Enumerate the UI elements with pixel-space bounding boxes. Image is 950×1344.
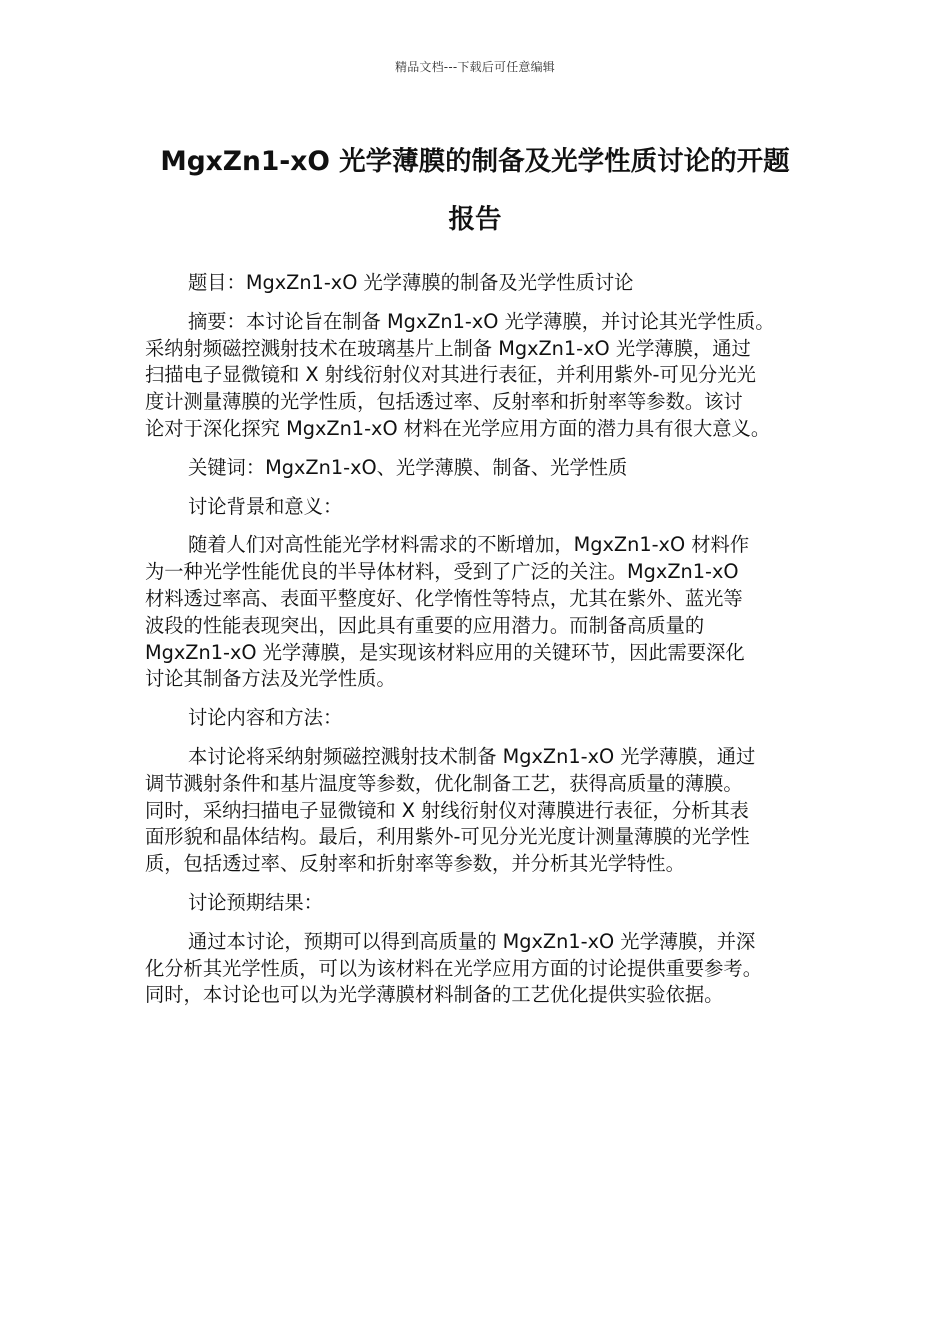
abstract-line: 扫描电子显微镜和 X 射线衍射仪对其进行表征，并利用紫外-可见分光光 <box>145 363 756 387</box>
methods-paragraph <box>145 744 810 878</box>
abstract-line: 采纳射频磁控溅射技术在玻璃基片上制备 MgxZn1-xO 光学薄膜，通过 <box>145 336 751 360</box>
results-paragraph <box>145 929 810 1009</box>
abstract-line: 度计测量薄膜的光学性质，包括透过率、反射率和折射率等参数。该讨 <box>145 390 743 414</box>
keywords-paragraph <box>145 455 810 482</box>
results-line: 通过本讨论，预期可以得到高质量的 MgxZn1-xO 光学薄膜，并深 <box>188 929 756 953</box>
results-line: 化分析其光学性质，可以为该材料在光学应用方面的讨论提供重要参考。 <box>145 956 762 980</box>
abstract-line: 论对于深化探究 MgxZn1-xO 材料在光学应用方面的潜力具有很大意义。 <box>145 416 771 440</box>
keywords-line: 关键词：MgxZn1-xO、光学薄膜、制备、光学性质 <box>188 455 628 479</box>
results-heading <box>145 890 810 917</box>
abstract-line: 摘要：本讨论旨在制备 MgxZn1-xO 光学薄膜，并讨论其光学性质。 <box>188 309 775 333</box>
background-line: 波段的性能表现突出，因此具有重要的应用潜力。而制备高质量的 <box>145 613 705 637</box>
methods-line: 面形貌和晶体结构。最后，利用紫外-可见分光光度计测量薄膜的光学性 <box>145 825 750 849</box>
results-line: 同时，本讨论也可以为光学薄膜材料制备的工艺优化提供实验依据。 <box>145 983 724 1007</box>
abstract-paragraph <box>145 309 810 443</box>
background-line: 随着人们对高性能光学材料需求的不断增加，MgxZn1-xO 材料作 <box>188 533 750 557</box>
header-note: 精品文档---下载后可任意编辑 <box>395 60 555 74</box>
topic-paragraph <box>145 270 810 297</box>
methods-heading <box>145 705 810 732</box>
background-line: 为一种光学性能优良的半导体材料，受到了广泛的关注。MgxZn1-xO <box>145 560 739 584</box>
methods-line: 本讨论将采纳射频磁控溅射技术制备 MgxZn1-xO 光学薄膜，通过 <box>188 744 756 768</box>
title-line-2: 报告 <box>448 204 502 235</box>
methods-line: 调节溅射条件和基片温度等参数，优化制备工艺，获得高质量的薄膜。 <box>145 771 743 795</box>
background-line: 讨论其制备方法及光学性质。 <box>145 667 396 691</box>
document-title <box>120 133 830 249</box>
methods-line: 质，包括透过率、反射率和折射率等参数，并分析其光学特性。 <box>145 852 685 876</box>
section-heading: 讨论预期结果： <box>188 890 323 914</box>
document-body <box>145 270 810 1021</box>
background-line: MgxZn1-xO 光学薄膜，是实现该材料应用的关键环节，因此需要深化 <box>145 640 745 664</box>
topic-line: 题目：MgxZn1-xO 光学薄膜的制备及光学性质讨论 <box>188 271 634 294</box>
background-paragraph <box>145 532 810 693</box>
section-heading: 讨论内容和方法： <box>188 706 343 730</box>
title-line-1: MgxZn1-xO 光学薄膜的制备及光学性质讨论的开题 <box>160 146 790 177</box>
background-line: 材料透过率高、表面平整度好、化学惰性等特点，尤其在紫外、蓝光等 <box>145 586 743 610</box>
section-heading: 讨论背景和意义： <box>188 494 343 518</box>
background-heading <box>145 494 810 521</box>
methods-line: 同时，采纳扫描电子显微镜和 X 射线衍射仪对薄膜进行表征，分析其表 <box>145 798 749 822</box>
